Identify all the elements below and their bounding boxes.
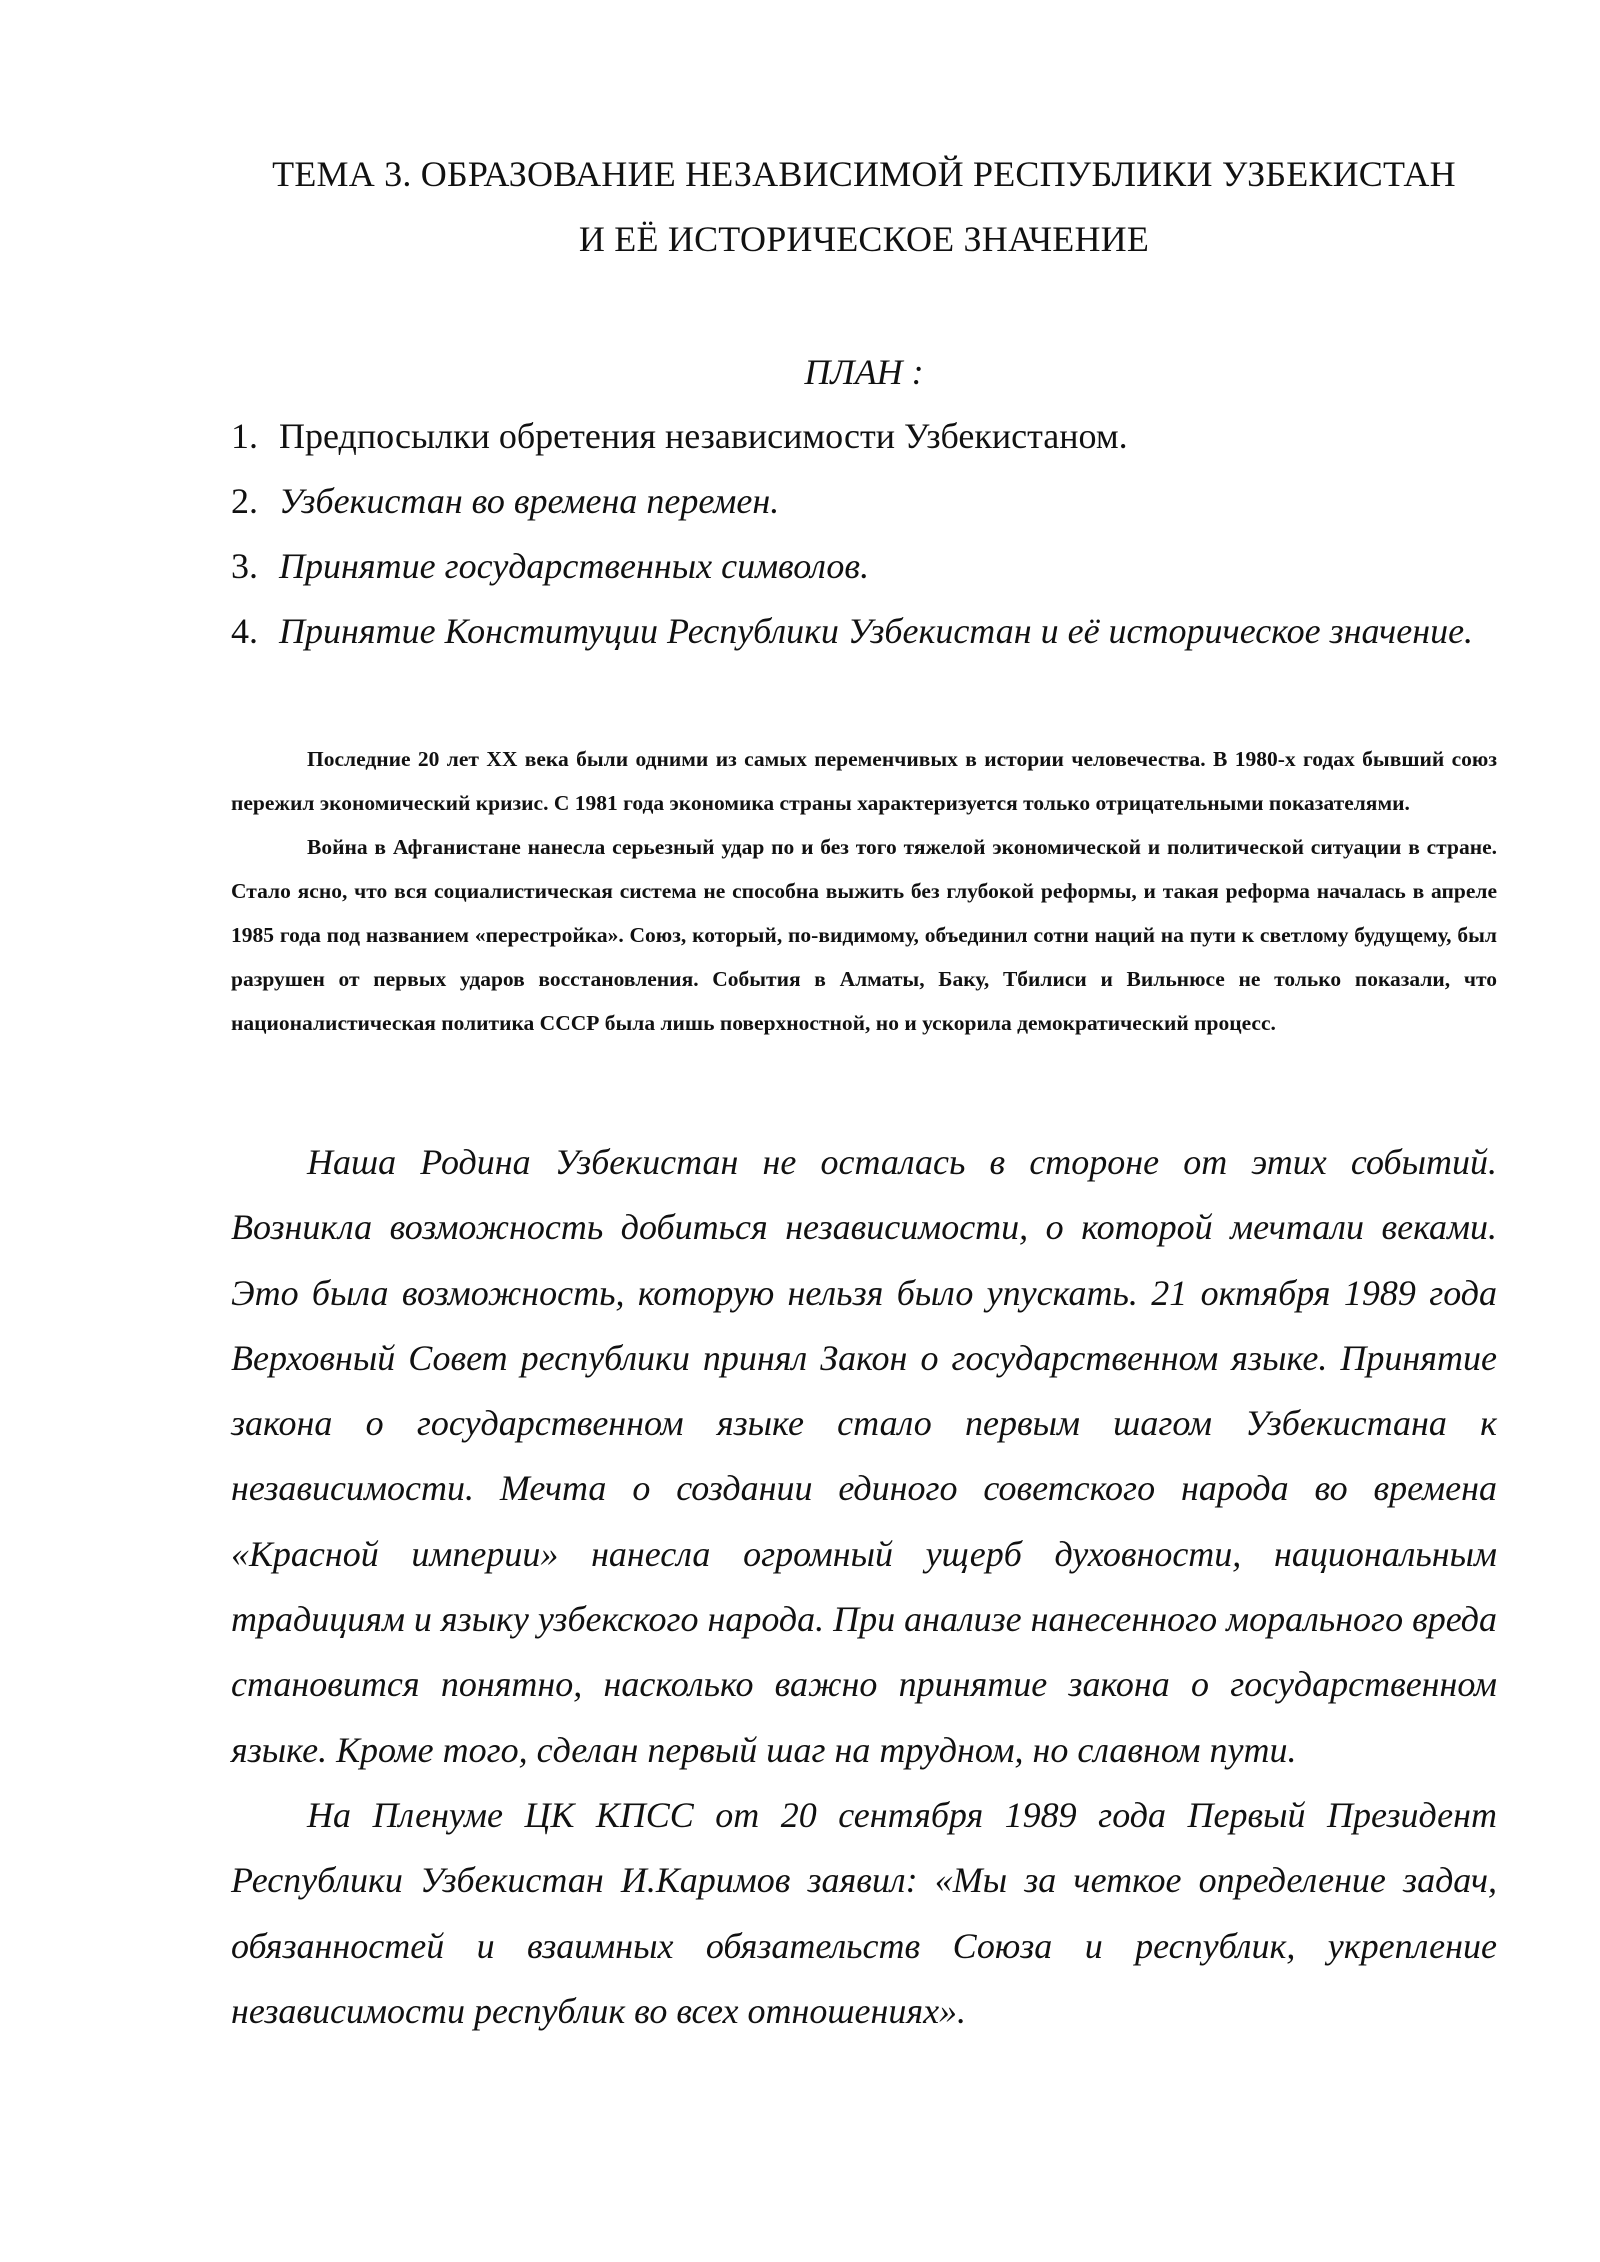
body-paragraph: На Пленуме ЦК КПСС от 20 сентября 1989 года Первый Президент Республики Узбекистан И.Каримов заявил: «Мы за четкое определение задач, обязанностей и взаимных обязательств Союза и республик, укрепление независимости республик во всех отношениях». <box>231 1794 1497 2031</box>
main-text-section <box>231 1130 1497 2044</box>
plan-item <box>231 599 1497 664</box>
plan-item-number: 2. <box>231 481 258 521</box>
intro-paragraph: Война в Афганистане нанесла серьезный удар по и без того тяжелой экономической и политической ситуации в стране. Стало ясно, что вся социалистическая система не способна выжить без глубокой реформы, и такая реформа началась в апреле 1985 года под названием «перестройка». Союз, который, по-видимому, объединил сотни наций на пути к светлому будущему, был разрушен от первых ударов восстановления. События в Алматы, Баку, Тбилиси и Вильнюсе не только показали, что националистическая политика СССР была лишь поверхностной, но и ускорила демократический процесс. <box>231 835 1497 1035</box>
plan-item-number: 3. <box>231 546 258 586</box>
title-line-1: ТЕМА 3. ОБРАЗОВАНИЕ НЕЗАВИСИМОЙ РЕСПУБЛИКИ УЗБЕКИСТАН <box>272 154 1456 194</box>
plan-item <box>231 469 1497 534</box>
plan-item-number: 4. <box>231 611 258 651</box>
plan-item-number: 1. <box>231 416 258 456</box>
plan-item-text: Узбекистан во времена перемен. <box>279 481 780 521</box>
plan-heading: ПЛАН : <box>804 352 924 392</box>
body-paragraph: Наша Родина Узбекистан не осталась в стороне от этих событий. Возникла возможность добиться независимости, о которой мечтали веками. Это была возможность, которую нельзя было упускать. 21 октября 1989 года Верховный Совет республики принял Закон о государственном языке. Принятие закона о государственном языке стало первым шагом Узбекистана к независимости. Мечта о создании единого советского народа во времена «Красной империи» нанесла огромный ущерб духовности, национальным традициям и языку узбекского народа. При анализе нанесенного морального вреда становится понятно, насколько важно принятие закона о государственном языке. Кроме того, сделан первый шаг на трудном, но славном пути. <box>231 1142 1498 1770</box>
intro-paragraph: Последние 20 лет XX века были одними из самых переменчивых в истории человечества. В 1980-х годах бывший союз пережил экономический кризис. С 1981 года экономика страны характеризуется только отрицательными показателями. <box>231 747 1497 815</box>
title-line-2: И ЕЁ ИСТОРИЧЕСКОЕ ЗНАЧЕНИЕ <box>578 219 1150 259</box>
plan-item-text: Принятие государственных символов. <box>279 546 870 586</box>
introduction-section <box>231 737 1497 1045</box>
plan-item <box>231 404 1497 469</box>
plan-item-text: Принятие Конституции Республики Узбекистан и её историческое значение. <box>279 611 1474 651</box>
plan-list <box>231 404 1497 664</box>
plan-item-text: Предпосылки обретения независимости Узбекистаном. <box>279 416 1128 456</box>
plan-item <box>231 534 1497 599</box>
document-title <box>231 142 1497 272</box>
